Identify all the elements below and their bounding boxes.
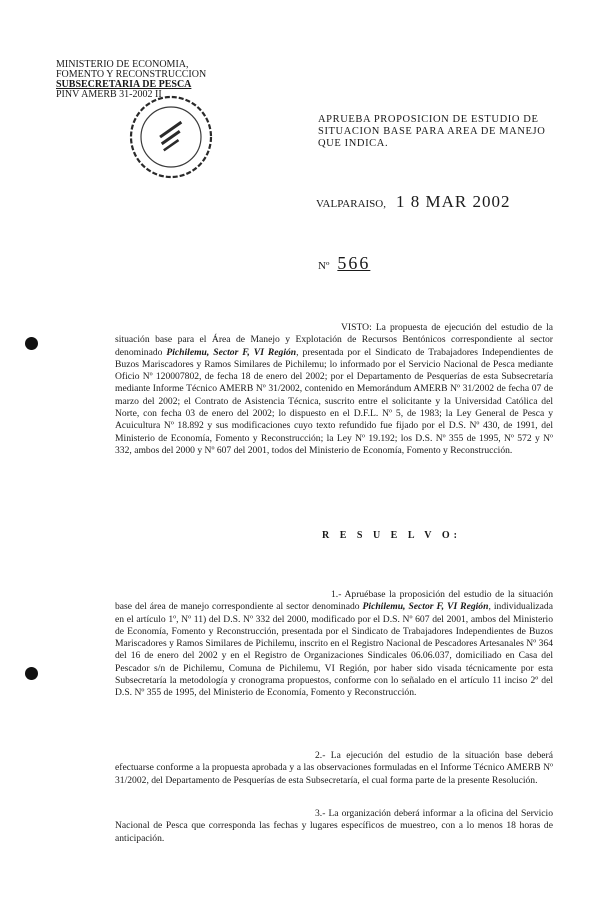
r1-lead: 1.- Apruébase la proposición del estudio de la situación base del área de manejo correspondiente al sector denominado	[115, 589, 553, 613]
ministry-line-1: MINISTERIO DE ECONOMIA,	[56, 59, 189, 70]
r1-rest: , individualizada en el artículo 1º, Nº 11) del D.S. Nº 332 del 2000, modificado por el D.S. Nº 607 del 2001, ambos del Ministerio de Economía, Fomento y Reconstrucción, presentada por el Sindicato de Trabajadores Independientes de Buzos Mariscadores y Ramos Similares de Pichilemu, inscrito en el Registro Nacional de Pescadores Artesanales Nº 364 del 16 de enero del 2002 y en el Registro de Organizaciones Sindicales 06.06.037, domiciliado en Casa del Pescador s/n de Pichilemu, Comuna de Pichilemu, VI Región, por haber sido visada técnicamente por esta Subsecretaría la metodología y cronograma propuestos, conforme con lo señalado en el artículo 11 inciso 2º del D.S. Nº 355 de 1995, del Ministerio de Economía, Fomento y Reconstrucción.	[115, 601, 553, 699]
resuelvo-heading: R E S U E L V O:	[322, 530, 461, 541]
place-date	[316, 192, 510, 212]
reference-code: PINV AMERB 31-2002 II	[56, 89, 162, 100]
place-label: VALPARAISO,	[316, 198, 386, 210]
punch-hole	[25, 667, 38, 680]
subsecretaria-label: SUBSECRETARIA DE PESCA	[56, 79, 192, 90]
r1-sector: Pichilemu, Sector F, VI Región	[362, 601, 489, 613]
visto-lead: VISTO: La propuesta de ejecución del estudio de la situación base para el Área de Manejo y Explotación de Recursos Bentónicos correspondiente al sector denominado	[115, 322, 553, 358]
number-label: Nº	[318, 260, 330, 272]
resolution-item-2: 2.- La ejecución del estudio de la situación base deberá efectuarse conforme a la propuesta aprobada y a las observaciones formuladas en el Informe Técnico AMERB Nº 31/2002, del Departamento de Pesquerías de esta Subsecretaría, el cual forma parte de la presente Resolución.	[115, 750, 553, 786]
resolution-number	[318, 253, 370, 274]
official-seal-stamp	[128, 94, 214, 180]
number-value: 566	[337, 253, 371, 273]
visto-paragraph	[115, 322, 553, 457]
visto-rest: , presentada por el Sindicato de Trabajadores Independientes de Buzos Mariscadores y Ramos Similares de Pichilemu; lo informado por el Servicio Nacional de Pesca mediante Oficio Nº 120007802, de fecha 18 de enero del 2002; por el Departamento de Pesquerías de esta Subsecretaría mediante Informe Técnico AMERB Nº 31/2002, contenido en Memorándum AMERB Nº 31/2002 de fecha 07 de marzo del 2002; el Contrato de Asistencia Técnica, suscrito entre el solicitante y la Universidad Católica del Norte, con fecha 03 de enero del 2002; lo dispuesto en el D.F.L. Nº 5, de 1983; la Ley General de Pesca y Acuicultura Nº 18.892 y sus modificaciones cuyo texto refundido fue fijado por el D.S. Nº 430, de 1991, del Ministerio de Economía, Fomento y Reconstrucción; la Ley Nº 19.192; los D.S. Nº 355 de 1995, Nº 572 y Nº 332, ambos del 2000 y Nº 607 del 2001, todos del Ministerio de Economía, Fomento y Reconstrucción.	[115, 346, 553, 456]
visto-sector: Pichilemu, Sector F, VI Región	[166, 346, 297, 358]
date-stamp: 1 8 MAR 2002	[396, 192, 511, 211]
resolution-subject: APRUEBA PROPOSICION DE ESTUDIO DE SITUACION BASE PARA AREA DE MANEJO QUE INDICA.	[318, 114, 546, 149]
punch-hole	[25, 337, 38, 350]
resolution-item-3: 3.- La organización deberá informar a la oficina del Servicio Nacional de Pesca que corresponda las fechas y lugares específicos de muestreo, con a lo menos 18 horas de anticipación.	[115, 808, 553, 844]
ministry-line-2: FOMENTO Y RECONSTRUCCION	[56, 69, 207, 80]
resolution-item-1	[115, 589, 553, 700]
